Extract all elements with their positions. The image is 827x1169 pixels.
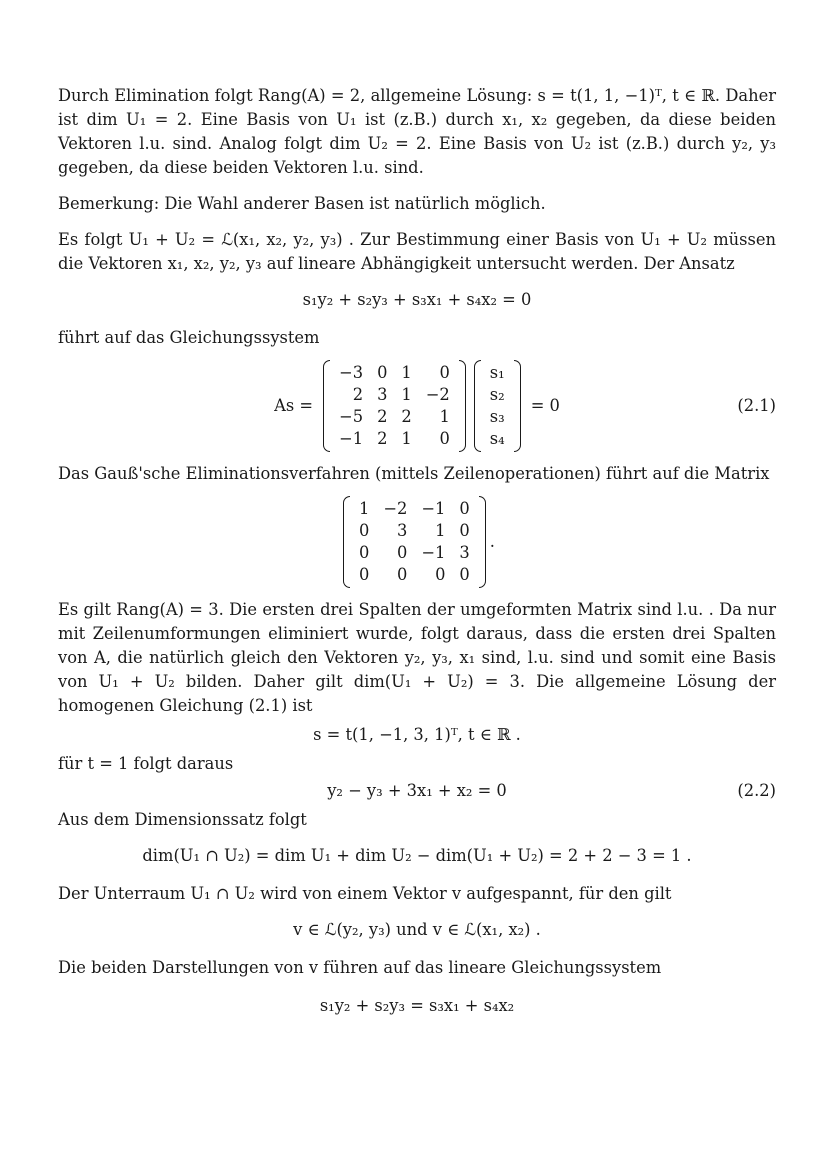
matrix-a [323, 360, 466, 452]
matrix-entry: 0 [359, 521, 370, 540]
matrix-entry: −5 [339, 407, 364, 426]
paragraph-leads-to-system: führt auf das Gleichungssystem [58, 328, 320, 347]
matrix-entry: 1 [401, 429, 412, 448]
matrix-entry: −1 [421, 499, 446, 518]
right-bracket [459, 360, 466, 452]
right-bracket [479, 496, 486, 588]
paragraph-dimension-theorem: Aus dem Dimensionssatz folgt [58, 810, 307, 829]
matrix-entry: 0 [459, 521, 470, 540]
left-bracket [343, 496, 350, 588]
equation-ansatz [58, 288, 776, 312]
left-bracket [323, 360, 330, 452]
vector-row [483, 362, 512, 384]
matrix-entry: 2 [401, 407, 412, 426]
equation-general-solution [58, 722, 776, 748]
ansatz-text: s₁y₂ + s₂y₃ + s₃x₁ + s₄x₂ = 0 [302, 290, 532, 309]
matrix-entry: 1 [359, 499, 370, 518]
matrix-entry: s₂ [489, 385, 505, 404]
reduced-matrix-period: . [489, 532, 495, 551]
final-system-text: s₁y₂ + s₂y₃ = s₃x₁ + s₄x₂ [319, 996, 515, 1015]
equation-membership [58, 918, 776, 942]
matrix-entry: 0 [397, 543, 408, 562]
matrix-entry: s₁ [489, 363, 505, 382]
membership-text: v ∈ ℒ(y₂, y₃) und v ∈ ℒ(x₁, x₂) . [293, 920, 541, 939]
vector-row [483, 428, 512, 450]
vector-s [474, 360, 521, 452]
paragraph-gauss: Das Gauß'sche Eliminationsverfahren (mittels Zeilenoperationen) führt auf die Matrix [58, 464, 770, 483]
relation-text: y₂ − y₃ + 3x₁ + x₂ = 0 [327, 781, 507, 800]
left-bracket [474, 360, 481, 452]
reduced-matrix [343, 496, 486, 588]
matrix-entry: −2 [425, 385, 450, 404]
matrix-row [352, 564, 477, 586]
matrix-entry: 3 [459, 543, 470, 562]
matrix-entry: 0 [397, 565, 408, 584]
matrix-row [352, 498, 477, 520]
matrix-entry: −3 [339, 363, 364, 382]
matrix-entry: 2 [352, 385, 364, 404]
right-bracket [514, 360, 521, 452]
paragraph-two-representations: Die beiden Darstellungen von v führen auf das lineare Gleichungssystem [58, 958, 662, 977]
equation-relation-2-2 [58, 778, 776, 804]
matrix-row [332, 362, 457, 384]
matrix-entry: 3 [397, 521, 408, 540]
matrix-entry: 0 [359, 565, 370, 584]
matrix-entry: 0 [439, 363, 450, 382]
equation-number-2-1: (2.1) [737, 396, 776, 415]
vector-row [483, 406, 512, 428]
matrix-entry: 1 [435, 521, 446, 540]
dimension-text: dim(U₁ ∩ U₂) = dim U₁ + dim U₂ − dim(U₁ + U₂) = 2 + 2 − 3 = 1 . [142, 846, 692, 865]
paragraph-rank-three: Es gilt Rang(A) = 3. Die ersten drei Spalten der umgeformten Matrix sind l.u. . Da nur mit Zeilenumformungen eliminiert wurde, folgt daraus, dass die ersten drei Spalten von A, die natürlich gleich den Vektoren y₂, y₃, x₁ sind, l.u. sind und somit eine Basis von U₁ + U₂ bilden. Daher gilt dim(U₁ + U₂) = 3. Die allgemeine Lösung der homogenen Gleichung (2.1) ist [58, 600, 776, 715]
matrix-entry: 0 [439, 429, 450, 448]
matrix-entry: −1 [421, 543, 446, 562]
equation-final-system [58, 994, 776, 1018]
vector-row [483, 384, 512, 406]
matrix-entry: 0 [459, 499, 470, 518]
general-solution-text: s = t(1, −1, 3, 1)ᵀ, t ∈ ℝ . [313, 725, 521, 744]
matrix-entry: 1 [401, 385, 412, 404]
matrix-row [352, 542, 477, 564]
matrix-row [352, 520, 477, 542]
paragraph-rank-basis: Durch Elimination folgt Rang(A) = 2, allgemeine Lösung: s = t(1, 1, −1)ᵀ, t ∈ ℝ. Daher ist dim U₁ = 2. Eine Basis von U₁ ist (z.B.) durch x₁, x₂ gegeben, da diese beiden Vektoren l.u. sind. Analog folgt dim U₂ = 2. Eine Basis von U₂ ist (z.B.) durch y₂, y₃ gegeben, da diese beiden Vektoren l.u. sind. [58, 86, 776, 177]
matrix-entry: 1 [439, 407, 450, 426]
equation-number-2-2: (2.2) [737, 781, 776, 800]
reduced-matrix-table [352, 498, 477, 586]
matrix-row [332, 384, 457, 406]
document-page [58, 84, 776, 1018]
matrix-entry: s₄ [489, 429, 505, 448]
matrix-entry: 3 [377, 385, 388, 404]
paragraph-sum-space: Es folgt U₁ + U₂ = ℒ(x₁, x₂, y₂, y₃) . Zur Bestimmung einer Basis von U₁ + U₂ müssen die Vektoren x₁, x₂, y₂, y₃ auf lineare Abhängigkeit untersucht werden. Der Ansatz [58, 230, 776, 273]
matrix-entry: −1 [339, 429, 364, 448]
matrix-entry: 0 [377, 363, 388, 382]
equation-reduced-matrix [58, 496, 776, 588]
paragraph-t-equals-one: für t = 1 folgt daraus [58, 754, 234, 773]
equation-system-2-1 [58, 360, 776, 452]
paragraph-remark: Bemerkung: Die Wahl anderer Basen ist natürlich möglich. [58, 194, 546, 213]
paragraph-subspace-vector: Der Unterraum U₁ ∩ U₂ wird von einem Vektor v aufgespannt, für den gilt [58, 884, 672, 903]
matrix-entry: s₃ [489, 407, 505, 426]
matrix-entry: 2 [377, 407, 388, 426]
matrix-row [332, 428, 457, 450]
vector-s-table [483, 362, 512, 450]
matrix-entry: 2 [377, 429, 388, 448]
matrix-entry: 0 [359, 543, 370, 562]
matrix-entry: 1 [401, 363, 412, 382]
equation-dimension [58, 844, 776, 868]
matrix-entry: 0 [459, 565, 470, 584]
matrix-entry: −2 [383, 499, 408, 518]
matrix-row [332, 406, 457, 428]
matrix-a-table [332, 362, 457, 450]
system-rhs: = 0 [530, 396, 560, 415]
matrix-entry: 0 [435, 565, 446, 584]
system-lhs: As = [274, 396, 314, 415]
